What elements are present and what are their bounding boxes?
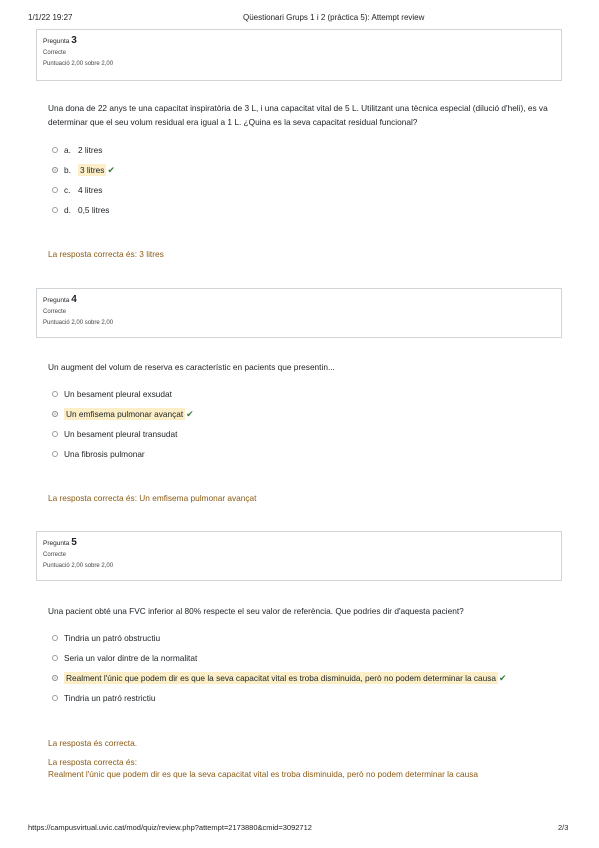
page-title: Qüestionari Grups 1 i 2 (pràctica 5): Attempt review [243, 13, 425, 22]
page-number: 2/3 [558, 823, 569, 832]
correct-answer-feedback: Realment l'únic que podem dir es que la seva capacitat vital es troba disminuida, però no podem determinar la causa [48, 769, 479, 779]
radio-button[interactable] [52, 391, 58, 397]
feedback-correct: La resposta és correcta. [48, 738, 138, 748]
question-state: Correcte [43, 552, 67, 558]
answer-options-3 [52, 140, 115, 220]
radio-button[interactable] [52, 451, 58, 457]
question-state: Correcte [43, 309, 67, 315]
question-info-5 [36, 531, 562, 581]
question-number: Pregunta 3 [43, 35, 77, 46]
question-grade: Puntuació 2,00 sobre 2,00 [43, 320, 114, 326]
answer-option-selected[interactable]: b. 3 litres ✔ [52, 160, 115, 180]
radio-button-checked[interactable] [52, 167, 58, 173]
question-text: Un augment del volum de reserva es característic en pacients que presentin... [48, 362, 335, 372]
correct-answer-feedback: La resposta correcta és: Un emfisema pulmonar avançat [48, 493, 257, 503]
print-datetime: 1/1/22 19:27 [28, 13, 73, 22]
answer-option[interactable]: d. 0,5 litres [52, 200, 115, 220]
answer-option-selected[interactable]: Realment l'únic que podem dir es que la seva capacitat vital es troba disminuida, però no podem determinar la causa ✔ [52, 668, 507, 688]
answer-option[interactable]: Un besament pleural transudat [52, 424, 194, 444]
answer-option[interactable]: a. 2 litres [52, 140, 115, 160]
question-number: Pregunta 5 [43, 537, 77, 548]
answer-option[interactable]: Una fibrosis pulmonar [52, 444, 194, 464]
question-state: Correcte [43, 50, 67, 56]
radio-button-checked[interactable] [52, 411, 58, 417]
radio-button[interactable] [52, 655, 58, 661]
answer-options-4 [52, 384, 194, 464]
checkmark-icon: ✔ [499, 672, 507, 683]
answer-option[interactable]: Seria un valor dintre de la normalitat [52, 648, 507, 668]
radio-button[interactable] [52, 431, 58, 437]
question-grade: Puntuació 2,00 sobre 2,00 [43, 563, 114, 569]
radio-button-checked[interactable] [52, 675, 58, 681]
checkmark-icon: ✔ [107, 164, 115, 175]
checkmark-icon: ✔ [186, 408, 194, 419]
answer-option[interactable]: Un besament pleural exsudat [52, 384, 194, 404]
page-url: https://campusvirtual.uvic.cat/mod/quiz/review.php?attempt=2173880&cmid=3092712 [28, 823, 312, 832]
answer-option-selected[interactable]: Un emfisema pulmonar avançat ✔ [52, 404, 194, 424]
question-text: Una dona de 22 anys te una capacitat inspiratòria de 3 L, i una capacitat vital de 5 L. Utilitzant una tècnica especial (dilució d'heli), es va determinar que el seu volum residual era igual a 1 L. ¿Quina es la seva capacitat residual funcional? [48, 103, 548, 127]
question-info-3 [36, 29, 562, 81]
question-info-4 [36, 288, 562, 338]
radio-button[interactable] [52, 635, 58, 641]
radio-button[interactable] [52, 695, 58, 701]
radio-button[interactable] [52, 147, 58, 153]
question-grade: Puntuació 2,00 sobre 2,00 [43, 61, 114, 67]
answer-option[interactable]: c. 4 litres [52, 180, 115, 200]
answer-option[interactable]: Tindria un patró obstructiu [52, 628, 507, 648]
correct-answer-feedback: La resposta correcta és: 3 litres [48, 249, 164, 259]
answer-option[interactable]: Tindria un patró restrictiu [52, 688, 507, 708]
answer-options-5 [52, 628, 507, 708]
radio-button[interactable] [52, 207, 58, 213]
question-number: Pregunta 4 [43, 294, 77, 305]
correct-answer-label: La resposta correcta és: [48, 757, 138, 767]
radio-button[interactable] [52, 187, 58, 193]
question-text: Una pacient obté una FVC inferior al 80% respecte el seu valor de referència. Que podries dir d'aquesta pacient? [48, 606, 464, 616]
